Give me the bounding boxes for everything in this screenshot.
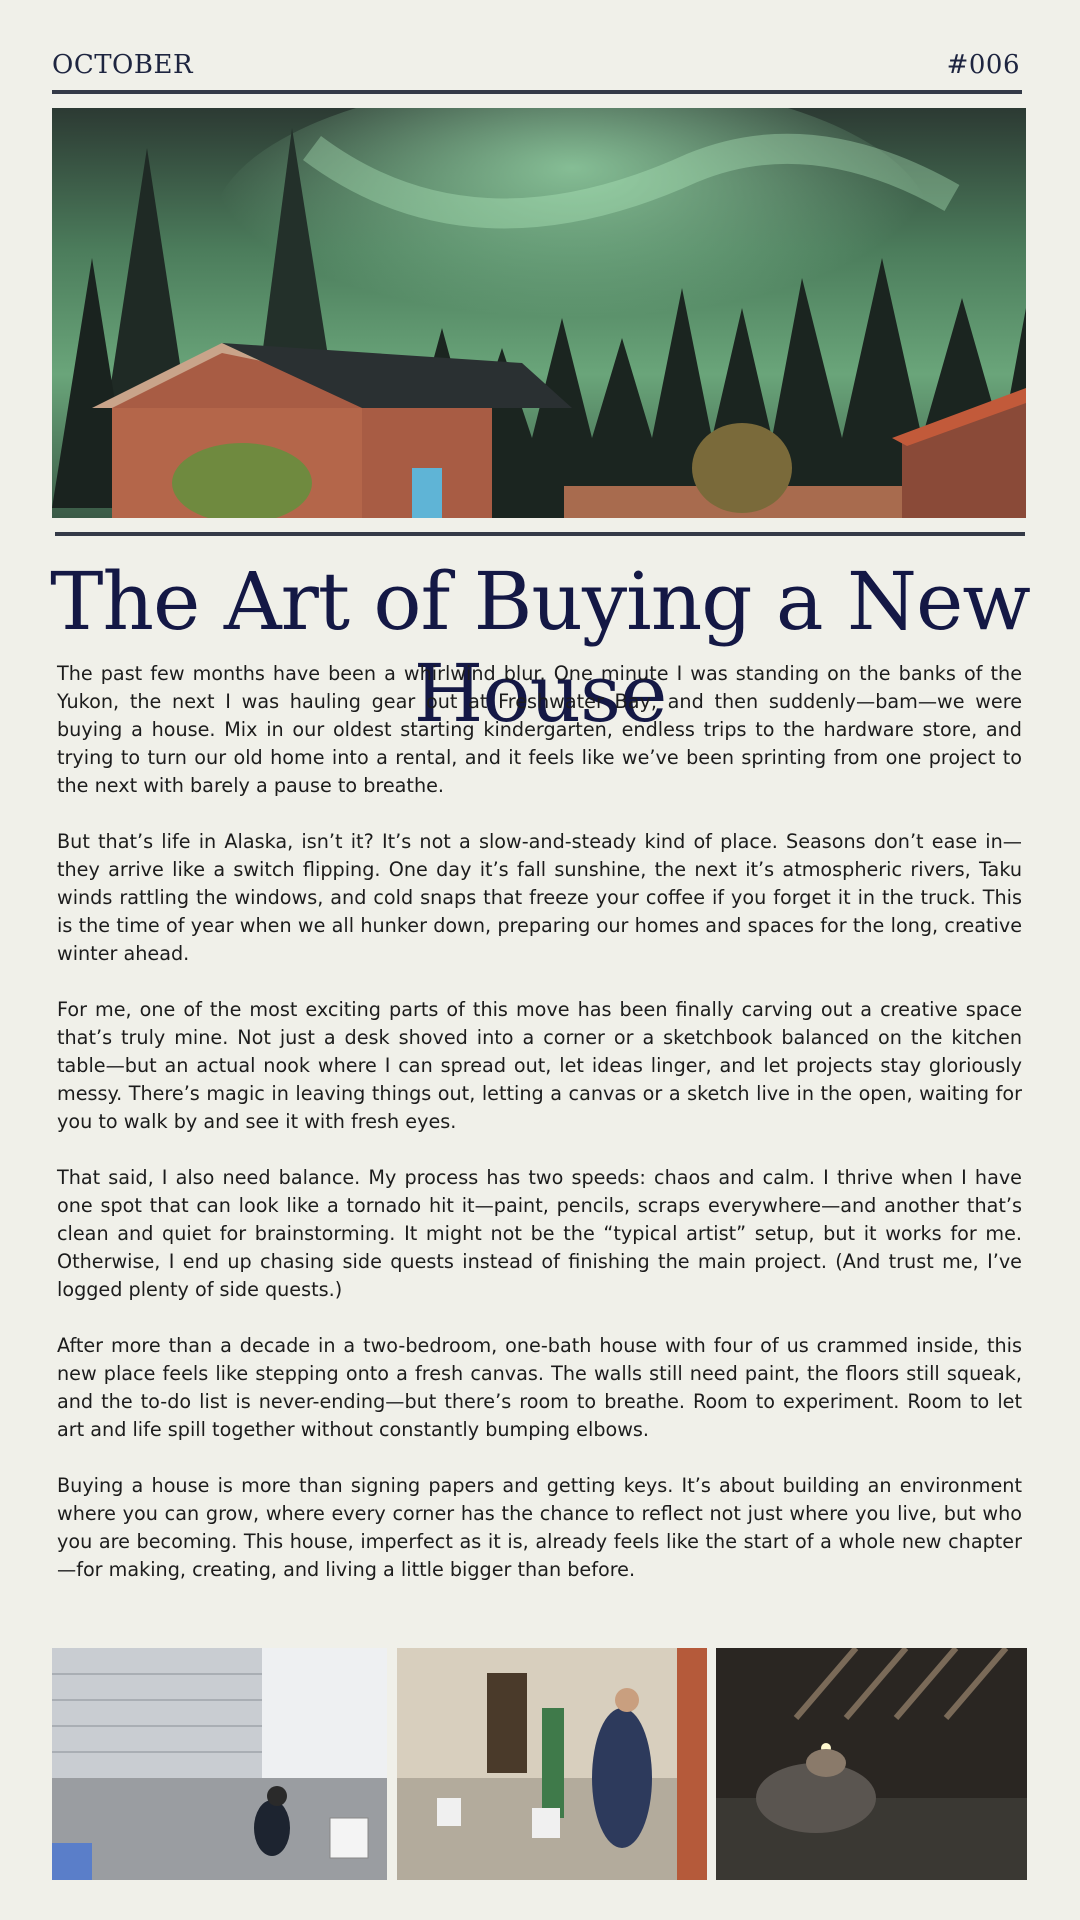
paragraph: The past few months have been a whirlwind blur. One minute I was standing on the banks of the Yukon, the next I was hauling gear out at Freshwater Bay, and then suddenly—bam—we were buying a house. Mix in our oldest starting kindergarten, endless trips to the hardware store, and trying to turn our old home into a rental, and it feels like we’ve been sprinting from one project to the next with barely a pause to breathe.	[57, 662, 1022, 797]
article-title: The Art of Buying a New House	[50, 555, 1030, 740]
hero-image	[52, 108, 1026, 518]
crawlspace-photo	[716, 1648, 1027, 1880]
masthead	[52, 50, 1020, 84]
issue-number: #006	[946, 50, 1020, 80]
article-body	[57, 660, 1022, 1612]
paragraph: After more than a decade in a two-bedroom, one-bath house with four of us crammed inside, this new place feels like stepping onto a fresh canvas. The walls still need paint, the floors still squeak, and the to-do list is never-ending—but there’s room to breathe. Room to experiment. Room to let art and life spill together without constantly bumping elbows.	[57, 1334, 1022, 1441]
top-divider	[52, 90, 1022, 94]
paragraph: For me, one of the most exciting parts of this move has been finally carving out a creative space that’s truly mine. Not just a desk shoved into a corner or a sketchbook balanced on the kitchen table—but an actual nook where I can spread out, let ideas linger, and let projects stay gloriously messy. There’s magic in leaving things out, letting a canvas or a sketch live in the open, waiting for you to walk by and see it with fresh eyes.	[57, 998, 1022, 1133]
garage-painting-photo	[52, 1648, 387, 1880]
paragraph: That said, I also need balance. My process has two speeds: chaos and calm. I thrive when I have one spot that can look like a tornado hit it—paint, pencils, scraps everywhere—and another that’s clean and quiet for brainstorming. It might not be the “typical artist” setup, but it works for me. Otherwise, I end up chasing side quests instead of finishing the main project. (And trust me, I’ve logged plenty of side quests.)	[57, 1166, 1022, 1301]
paragraph: Buying a house is more than signing papers and getting keys. It’s about building an environment where you can grow, where every corner has the chance to reflect not just where you live, but who you are becoming. This house, imperfect as it is, already feels like the start of a whole new chapter—for making, creating, and living a little bigger than before.	[57, 1474, 1022, 1581]
aurora-photo	[52, 108, 1026, 518]
hero-divider	[55, 532, 1025, 536]
issue-month: OCTOBER	[52, 50, 194, 80]
paragraph: But that’s life in Alaska, isn’t it? It’s not a slow-and-steady kind of place. Seasons don’t ease in—they arrive like a switch flipping. One day it’s fall sunshine, the next it’s atmospheric rivers, Taku winds rattling the windows, and cold snaps that freeze your coffee if you forget it in the truck. This is the time of year when we all hunker down, preparing our homes and spaces for the long, creative winter ahead.	[57, 830, 1022, 965]
interior-painting-photo	[397, 1648, 707, 1880]
photo-gallery	[52, 1648, 1027, 1880]
